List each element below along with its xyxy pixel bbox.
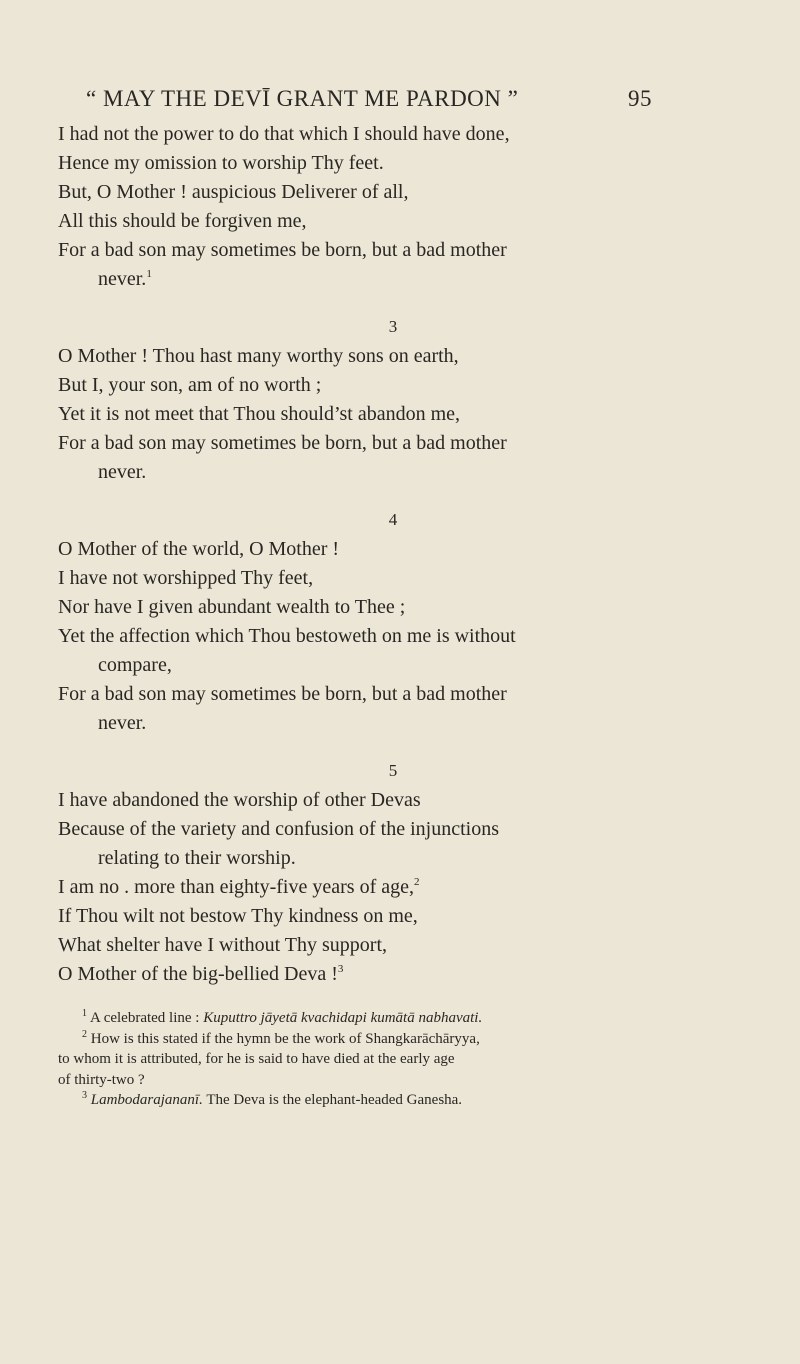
footnote-italic: Lambodarajananī.	[90, 1092, 203, 1108]
verse-line: For a bad son may sometimes be born, but a bad mother	[58, 239, 507, 261]
stanza-2	[58, 120, 758, 294]
footnote-ref: 3	[337, 963, 344, 975]
stanza-number: 4	[388, 510, 398, 529]
verse-line: All this should be forgiven me,	[58, 210, 307, 232]
verse-line: Hence my omission to worship Thy feet.	[58, 152, 384, 174]
hymn-text	[58, 120, 758, 989]
footnote-italic: Kuputtro jāyetā kvachidapi kumātā nabhavati.	[203, 1010, 483, 1026]
verse-line: If Thou wilt not bestow Thy kindness on me,	[58, 905, 418, 927]
verse-line: For a bad son may sometimes be born, but a bad mother	[58, 432, 507, 454]
footnote-mark: 3	[82, 1090, 87, 1101]
header-title: “ MAY THE DEVĪ GRANT ME PARDON ”	[86, 86, 519, 111]
verse-line: relating to their worship.	[98, 847, 296, 869]
footnote-text: A celebrated line :	[89, 1010, 200, 1026]
footnote-mark: 1	[82, 1008, 87, 1019]
verse-line: Because of the variety and confusion of the injunctions	[58, 818, 499, 840]
page-number: 95	[628, 86, 652, 111]
footnote-ref: 2	[413, 876, 420, 888]
verse-line: But I, your son, am of no worth ;	[58, 374, 322, 396]
verse-line: But, O Mother ! auspicious Deliverer of all,	[58, 181, 409, 203]
verse-line: Nor have I given abundant wealth to Thee ;	[58, 596, 406, 618]
verse-text: never.	[98, 268, 147, 290]
footnote-1	[58, 1008, 768, 1029]
verse-line: Yet the affection which Thou bestoweth on me is without	[58, 625, 516, 647]
verse-line: O Mother of the world, O Mother !	[58, 538, 340, 560]
verse-text: O Mother of the big-bellied Deva !	[58, 963, 338, 985]
verse-line: compare,	[98, 654, 172, 676]
footnotes	[58, 1008, 768, 1111]
verse-line	[58, 960, 758, 989]
footnote-mark: 2	[82, 1028, 87, 1040]
verse-text: I am no . more than eighty-five years of age,	[58, 876, 414, 898]
verse-line: O Mother ! Thou hast many worthy sons on earth,	[58, 345, 459, 367]
footnote-text: How is this stated if the hymn be the work of Shangkarāchāryya,	[90, 1030, 480, 1047]
verse-line: never.	[98, 461, 147, 483]
footnote-2-continued: of thirty-two ?	[58, 1071, 145, 1088]
verse-line: For a bad son may sometimes be born, but a bad mother	[58, 683, 507, 705]
stanza-number: 3	[388, 317, 398, 336]
footnote-text: The Deva is the elephant-headed Ganesha.	[206, 1092, 463, 1108]
footnote-3	[58, 1090, 768, 1111]
footnote-2-continued: to whom it is attributed, for he is said to have died at the early age	[58, 1051, 455, 1067]
verse-line: never.	[98, 712, 147, 734]
verse-line: I have not worshipped Thy feet,	[58, 567, 314, 589]
verse-line: I had not the power to do that which I should have done,	[58, 123, 510, 145]
verse-line	[58, 265, 758, 294]
footnote-ref: 1	[146, 268, 152, 280]
verse-line	[58, 873, 758, 902]
footnote-2	[58, 1029, 768, 1050]
stanza-5	[58, 786, 758, 989]
stanza-3	[58, 342, 758, 487]
stanza-number: 5	[388, 761, 398, 780]
verse-line: I have abandoned the worship of other Devas	[58, 789, 421, 811]
stanza-4	[58, 535, 758, 738]
verse-line: What shelter have I without Thy support,	[58, 934, 388, 956]
verse-line: Yet it is not meet that Thou should’st abandon me,	[58, 403, 461, 425]
